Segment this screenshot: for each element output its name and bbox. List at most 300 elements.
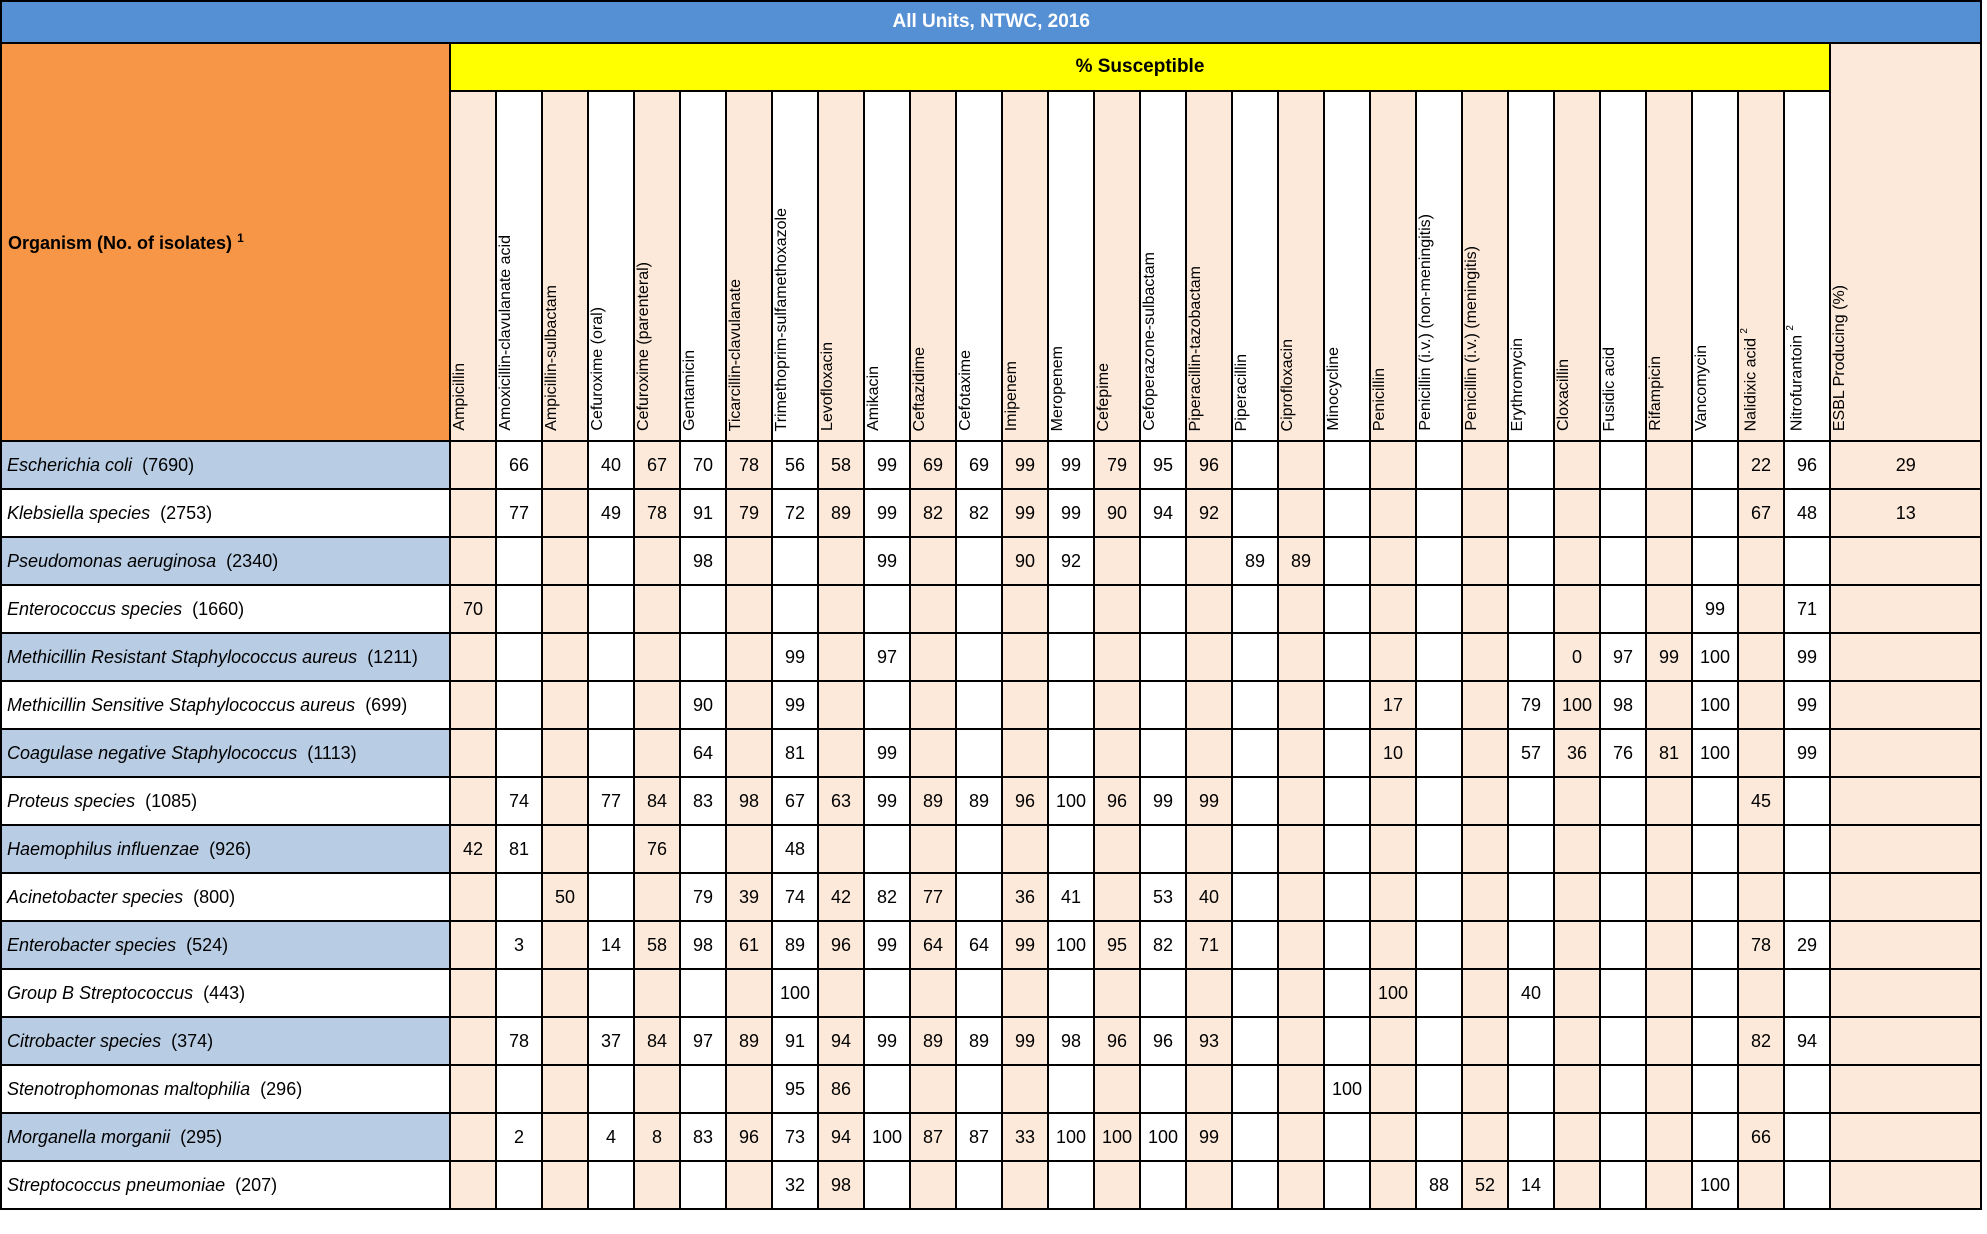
organism-name: Coagulase negative Staphylococcus	[7, 742, 298, 763]
susceptibility-value	[1370, 1113, 1416, 1161]
antibiotic-label	[543, 277, 561, 435]
organism-row	[1, 873, 1981, 921]
susceptibility-value	[1462, 873, 1508, 921]
susceptibility-value: 100	[1324, 1065, 1370, 1113]
susceptibility-value	[1002, 729, 1048, 777]
susceptibility-value: 82	[956, 489, 1002, 537]
susceptibility-value: 99	[864, 729, 910, 777]
susceptibility-value	[1738, 633, 1784, 681]
antibiotic-label	[1141, 244, 1159, 435]
susceptibility-value	[1738, 1161, 1784, 1209]
antibiotic-label	[911, 339, 929, 435]
susceptibility-value	[1462, 441, 1508, 489]
susceptibility-value	[542, 1065, 588, 1113]
antibiotic-column-header	[1232, 91, 1278, 441]
susceptibility-value	[542, 441, 588, 489]
isolate-count: (926)	[209, 838, 252, 859]
susceptibility-value: 99	[1002, 1017, 1048, 1065]
susceptibility-value	[1002, 1161, 1048, 1209]
susceptibility-value: 84	[634, 777, 680, 825]
susceptibility-value	[542, 969, 588, 1017]
antibiotic-column-header	[956, 91, 1002, 441]
susceptibility-value: 99	[1186, 1113, 1232, 1161]
organism-cell	[1, 489, 450, 537]
antibiotic-label	[1417, 206, 1435, 435]
susceptibility-value	[1738, 969, 1784, 1017]
susceptibility-value: 100	[1692, 681, 1738, 729]
organism-cell	[1, 729, 450, 777]
susceptibility-value: 91	[680, 489, 726, 537]
susceptibility-value	[1646, 681, 1692, 729]
susceptibility-value	[542, 825, 588, 873]
antibiotic-footnote: 2	[1785, 324, 1796, 331]
susceptibility-value	[680, 825, 726, 873]
susceptibility-value	[772, 585, 818, 633]
susceptibility-value: 61	[726, 921, 772, 969]
susceptibility-value	[818, 681, 864, 729]
susceptibility-value	[1278, 489, 1324, 537]
susceptibility-value	[1600, 825, 1646, 873]
susceptibility-value: 89	[910, 777, 956, 825]
susceptibility-value	[680, 633, 726, 681]
susceptibility-value: 82	[864, 873, 910, 921]
susceptibility-value	[1646, 537, 1692, 585]
susceptibility-value	[956, 681, 1002, 729]
susceptibility-value	[1186, 729, 1232, 777]
antibiotic-name: Imipenem	[1003, 360, 1020, 431]
organism-row	[1, 1065, 1981, 1113]
antibiotic-label	[1647, 348, 1665, 435]
antibiotic-name: Cefepime	[1095, 362, 1112, 431]
susceptibility-value: 14	[588, 921, 634, 969]
susceptibility-value	[818, 537, 864, 585]
susceptibility-value	[1324, 489, 1370, 537]
susceptibility-value	[910, 537, 956, 585]
susceptibility-value: 90	[1094, 489, 1140, 537]
antibiotic-name: Erythromycin	[1509, 337, 1526, 431]
susceptibility-value	[450, 537, 496, 585]
susceptibility-value	[1370, 441, 1416, 489]
susceptibility-value: 89	[910, 1017, 956, 1065]
susceptibility-value	[1646, 777, 1692, 825]
susceptibility-value: 99	[1784, 681, 1830, 729]
susceptibility-value	[542, 585, 588, 633]
susceptibility-value	[1784, 777, 1830, 825]
susceptibility-value: 82	[910, 489, 956, 537]
susceptibility-value	[1140, 537, 1186, 585]
susceptibility-value	[910, 1161, 956, 1209]
susceptibility-value: 66	[496, 441, 542, 489]
susceptibility-value: 3	[496, 921, 542, 969]
antibiotic-label	[1371, 360, 1389, 435]
susceptibility-value: 17	[1370, 681, 1416, 729]
susceptibility-value	[1462, 825, 1508, 873]
antibiotic-label	[1279, 331, 1297, 435]
susceptibility-value	[450, 777, 496, 825]
organism-name: Enterobacter species	[7, 934, 177, 955]
susceptibility-value	[1692, 441, 1738, 489]
susceptibility-value	[1554, 921, 1600, 969]
susceptibility-value	[588, 585, 634, 633]
antibiotic-name: Piperacillin	[1233, 353, 1250, 431]
susceptibility-value	[910, 681, 956, 729]
organism-row	[1, 1017, 1981, 1065]
susceptibility-value: 94	[1140, 489, 1186, 537]
susceptibility-value	[1692, 969, 1738, 1017]
susceptibility-value: 95	[1140, 441, 1186, 489]
isolate-count: (374)	[171, 1030, 214, 1051]
susceptibility-value: 42	[450, 825, 496, 873]
susceptibility-value: 14	[1508, 1161, 1554, 1209]
susceptibility-value	[864, 585, 910, 633]
susceptibility-value	[818, 825, 864, 873]
susceptibility-value: 99	[864, 777, 910, 825]
organism-row	[1, 921, 1981, 969]
susceptibility-value: 67	[634, 441, 680, 489]
susceptibility-value	[910, 825, 956, 873]
susceptibility-value	[1324, 825, 1370, 873]
susceptibility-value: 78	[726, 441, 772, 489]
organism-row	[1, 729, 1981, 777]
isolate-count: (295)	[180, 1126, 223, 1147]
susceptibility-value	[956, 1161, 1002, 1209]
susceptibility-value	[1278, 585, 1324, 633]
susceptibility-value	[634, 681, 680, 729]
isolate-count: (800)	[193, 886, 236, 907]
susceptibility-value	[450, 681, 496, 729]
susceptibility-value	[1094, 633, 1140, 681]
susceptibility-value: 96	[1140, 1017, 1186, 1065]
susceptibility-value	[1508, 441, 1554, 489]
susceptibility-value: 82	[1738, 1017, 1784, 1065]
susceptibility-value	[1140, 681, 1186, 729]
susceptibility-value	[1462, 1113, 1508, 1161]
antibiotic-name: Ampicillin-sulbactam	[543, 285, 560, 431]
susceptibility-value	[1738, 825, 1784, 873]
susceptibility-value	[1232, 441, 1278, 489]
susceptibility-value	[1462, 585, 1508, 633]
organism-name: Acinetobacter species	[7, 886, 184, 907]
susceptibility-value	[450, 441, 496, 489]
susceptibility-value: 22	[1738, 441, 1784, 489]
susceptibility-value	[1140, 1161, 1186, 1209]
antibiotic-column-header	[1508, 91, 1554, 441]
antibiotic-label	[589, 299, 607, 435]
susceptibility-value	[1370, 585, 1416, 633]
susceptibility-value	[1738, 585, 1784, 633]
susceptibility-value: 99	[1140, 777, 1186, 825]
susceptibility-value	[542, 921, 588, 969]
susceptibility-value	[588, 537, 634, 585]
antibiotic-name: Trimethoprim-sulfamethoxazole	[773, 207, 790, 431]
susceptibility-value: 40	[1508, 969, 1554, 1017]
susceptibility-value	[1324, 777, 1370, 825]
antibiotic-name: Nitrofurantoin	[1788, 334, 1806, 431]
susceptibility-value	[1646, 441, 1692, 489]
susceptibility-value	[1692, 921, 1738, 969]
susceptibility-value: 84	[634, 1017, 680, 1065]
antibiotic-name: Cefoperazone-sulbactam	[1141, 252, 1158, 431]
organism-cell	[1, 681, 450, 729]
antibiotic-label	[1003, 353, 1021, 435]
susceptibility-value: 99	[864, 537, 910, 585]
susceptibility-value	[542, 537, 588, 585]
susceptibility-value: 99	[864, 441, 910, 489]
antibiotic-label	[1785, 317, 1806, 435]
organism-cell	[1, 777, 450, 825]
susceptibility-value	[1278, 969, 1324, 1017]
susceptibility-value	[1186, 969, 1232, 1017]
antibiotic-label	[957, 342, 975, 435]
susceptibility-value	[450, 729, 496, 777]
susceptibility-value	[1554, 585, 1600, 633]
susceptibility-value	[1462, 777, 1508, 825]
esbl-column-header	[1830, 43, 1981, 441]
susceptibility-value	[634, 873, 680, 921]
susceptibility-value: 96	[1094, 1017, 1140, 1065]
antibiotic-name: Levofloxacin	[819, 342, 836, 431]
antibiotic-column-header	[772, 91, 818, 441]
organism-cell	[1, 633, 450, 681]
susceptibility-value	[1692, 777, 1738, 825]
organism-name: Pseudomonas aeruginosa	[7, 550, 217, 571]
susceptibility-value: 99	[1186, 777, 1232, 825]
antibiotic-name: Ceftazidime	[911, 346, 928, 431]
organism-row	[1, 681, 1981, 729]
susceptibility-value	[1646, 1017, 1692, 1065]
organism-cell	[1, 921, 450, 969]
organism-cell	[1, 969, 450, 1017]
esbl-value	[1830, 585, 1981, 633]
organism-row	[1, 537, 1981, 585]
isolate-count: (1211)	[367, 646, 418, 667]
susceptibility-value	[1462, 969, 1508, 1017]
isolate-count: (2753)	[160, 502, 213, 523]
antibiotic-name: Ticarcillin-clavulanate	[727, 278, 744, 431]
susceptibility-value: 96	[1094, 777, 1140, 825]
susceptibility-value	[1554, 777, 1600, 825]
susceptibility-value	[1600, 777, 1646, 825]
susceptibility-value: 99	[1784, 729, 1830, 777]
susceptibility-value	[1232, 489, 1278, 537]
susceptibility-value	[1692, 825, 1738, 873]
susceptibility-value: 29	[1784, 921, 1830, 969]
susceptibility-value: 57	[1508, 729, 1554, 777]
susceptibility-value	[864, 969, 910, 1017]
susceptibility-value: 99	[1646, 633, 1692, 681]
susceptibility-value	[542, 1161, 588, 1209]
susceptibility-value	[542, 729, 588, 777]
susceptibility-value	[634, 969, 680, 1017]
susceptibility-value	[1094, 969, 1140, 1017]
organism-row	[1, 1113, 1981, 1161]
susceptibility-value	[1692, 1017, 1738, 1065]
organism-row	[1, 825, 1981, 873]
susceptibility-value	[450, 1161, 496, 1209]
susceptibility-value: 74	[772, 873, 818, 921]
susceptibility-value: 45	[1738, 777, 1784, 825]
susceptibility-value	[1738, 729, 1784, 777]
antibiotic-name: Vancomycin	[1693, 345, 1710, 431]
susceptibility-value	[542, 1017, 588, 1065]
susceptibility-value	[1232, 825, 1278, 873]
susceptibility-value: 33	[1002, 1113, 1048, 1161]
antibiotic-label	[1555, 351, 1573, 435]
susceptibility-value: 41	[1048, 873, 1094, 921]
organism-row	[1, 1161, 1981, 1209]
susceptibility-value	[1370, 777, 1416, 825]
esbl-value	[1830, 729, 1981, 777]
susceptibility-value	[1094, 1065, 1140, 1113]
organism-name: Methicillin Sensitive Staphylococcus aureus	[7, 694, 356, 715]
susceptibility-value	[1646, 825, 1692, 873]
antibiotic-name: Amoxicillin-clavulanate acid	[497, 235, 514, 431]
susceptibility-value	[1048, 633, 1094, 681]
susceptibility-value	[1002, 633, 1048, 681]
susceptibility-value: 99	[1692, 585, 1738, 633]
esbl-value	[1830, 1017, 1981, 1065]
antibiotic-column-header	[1646, 91, 1692, 441]
susceptibility-value	[634, 633, 680, 681]
susceptibility-value: 58	[818, 441, 864, 489]
susceptibility-value	[864, 681, 910, 729]
organism-header-label: Organism (No. of isolates)	[8, 232, 233, 253]
susceptibility-value: 36	[1002, 873, 1048, 921]
susceptibility-value: 98	[1600, 681, 1646, 729]
susceptibility-value	[1416, 537, 1462, 585]
antibiotic-name: Penicillin (i.v.) (non-meningitis)	[1417, 214, 1434, 431]
susceptibility-value: 100	[1048, 921, 1094, 969]
susceptibility-value	[1370, 489, 1416, 537]
susceptibility-value	[1416, 633, 1462, 681]
susceptibility-value: 87	[956, 1113, 1002, 1161]
susceptibility-value: 93	[1186, 1017, 1232, 1065]
susceptibility-value	[1508, 825, 1554, 873]
susceptibility-value	[1278, 1113, 1324, 1161]
antibiotic-column-header	[634, 91, 680, 441]
susceptibility-value: 97	[680, 1017, 726, 1065]
organism-name: Enterococcus species	[7, 598, 183, 619]
isolate-count: (1113)	[307, 742, 357, 763]
organism-name: Haemophilus influenzae	[7, 838, 200, 859]
antibiotic-name: Rifampicin	[1647, 356, 1664, 431]
organism-column-header	[1, 43, 450, 441]
antibiotic-column-header	[1140, 91, 1186, 441]
susceptibility-value: 39	[726, 873, 772, 921]
susceptibility-value	[1002, 825, 1048, 873]
organism-row	[1, 585, 1981, 633]
susceptibility-value	[1186, 1161, 1232, 1209]
susceptibility-value	[1554, 825, 1600, 873]
esbl-value	[1830, 777, 1981, 825]
antibiotic-label	[1509, 330, 1527, 435]
susceptibility-value	[634, 1065, 680, 1113]
antibiotic-column-header	[1692, 91, 1738, 441]
susceptibility-value	[1646, 921, 1692, 969]
susceptibility-value	[450, 1017, 496, 1065]
susceptibility-value	[1416, 1065, 1462, 1113]
susceptibility-value	[1094, 729, 1140, 777]
susceptibility-value	[1232, 1017, 1278, 1065]
antibiotic-name: Minocycline	[1325, 347, 1342, 431]
antibiotic-name: Piperacillin-tazobactam	[1187, 265, 1204, 431]
susceptibility-value: 79	[726, 489, 772, 537]
susceptibility-value	[1094, 681, 1140, 729]
organism-cell	[1, 537, 450, 585]
antibiotic-label	[681, 342, 699, 435]
susceptibility-value	[1370, 1065, 1416, 1113]
organism-name: Group B Streptococcus	[7, 982, 194, 1003]
susceptibility-value	[956, 1065, 1002, 1113]
susceptibility-value	[1186, 537, 1232, 585]
susceptibility-value: 100	[1692, 1161, 1738, 1209]
susceptibility-value: 98	[680, 921, 726, 969]
susceptibility-value	[1278, 873, 1324, 921]
susceptibility-value	[1600, 1065, 1646, 1113]
organism-cell	[1, 441, 450, 489]
susceptibility-value	[1554, 1017, 1600, 1065]
susceptibility-value	[910, 729, 956, 777]
susceptibility-value: 100	[1094, 1113, 1140, 1161]
susceptibility-value	[1002, 681, 1048, 729]
susceptibility-value	[1186, 1065, 1232, 1113]
antibiotic-label	[1739, 320, 1760, 435]
antibiotic-name: Cloxacillin	[1555, 358, 1572, 431]
susceptibility-value	[956, 825, 1002, 873]
susceptibility-value	[496, 969, 542, 1017]
susceptibility-value	[864, 1065, 910, 1113]
susceptibility-value	[1462, 1017, 1508, 1065]
susceptibility-value	[1140, 585, 1186, 633]
susceptibility-value	[1600, 585, 1646, 633]
susceptibility-value: 89	[772, 921, 818, 969]
susceptibility-value	[1232, 969, 1278, 1017]
susceptibility-value	[1554, 969, 1600, 1017]
susceptibility-value	[1186, 585, 1232, 633]
susceptibility-value: 100	[1370, 969, 1416, 1017]
susceptibility-value	[634, 729, 680, 777]
organism-row	[1, 441, 1981, 489]
susceptibility-value: 99	[1002, 489, 1048, 537]
susceptibility-value	[1508, 585, 1554, 633]
organism-name: Streptococcus pneumoniae	[7, 1174, 226, 1195]
susceptibility-value	[542, 1113, 588, 1161]
susceptibility-value	[956, 537, 1002, 585]
susceptibility-value	[818, 969, 864, 1017]
susceptibility-value: 87	[910, 1113, 956, 1161]
susceptibility-value: 77	[496, 489, 542, 537]
susceptibility-value	[542, 489, 588, 537]
susceptibility-value: 81	[1646, 729, 1692, 777]
susceptibility-value	[1094, 825, 1140, 873]
susceptibility-value	[1416, 585, 1462, 633]
susceptibility-value: 42	[818, 873, 864, 921]
antibiotic-name: Meropenem	[1049, 345, 1066, 431]
susceptibility-value	[1094, 585, 1140, 633]
susceptibility-value: 90	[680, 681, 726, 729]
organism-row	[1, 777, 1981, 825]
susceptibility-value	[910, 585, 956, 633]
susceptibility-value	[1416, 825, 1462, 873]
susceptibility-value	[542, 681, 588, 729]
susceptibility-value	[450, 489, 496, 537]
susceptibility-value	[496, 873, 542, 921]
antibiotic-column-header	[450, 91, 496, 441]
susceptibility-value: 49	[588, 489, 634, 537]
susceptibility-value	[1186, 681, 1232, 729]
isolate-count: (207)	[235, 1174, 278, 1195]
susceptibility-value	[588, 1161, 634, 1209]
